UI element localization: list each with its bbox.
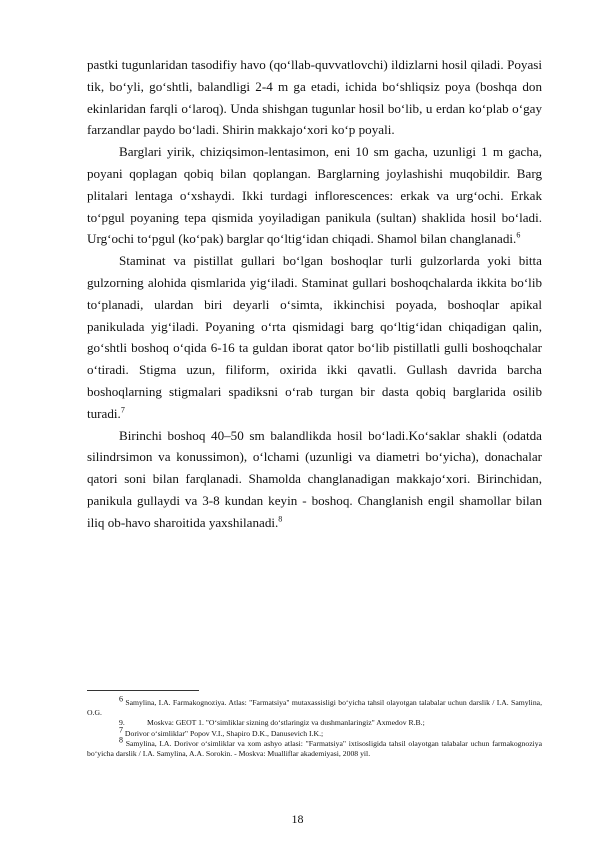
paragraph-1-text: pastki tugunlaridan tasodifiy havo (qo‘llab-quvvatlovchi) ildizlarni hosil qiladi. Poyasi tik, bo‘yli, go‘shtli, balandligi 2-4 m ga etadi, ichida bo‘shliqsiz poya (boshqa don ekinlaridan farqli o‘laroq). Unda shishgan tugunlar hosil bo‘lib, u erdan ko‘plab o‘gay farzandlar paydo bo‘ladi. Shirin makkajo‘xori ko‘p poyali. [87,57,542,138]
footnote-ref-6[interactable]: 6 [516,231,521,241]
footnote-6 [87,694,543,718]
footnote-text: Samylina, I.A. Farmakognoziya. Atlas: "Farmatsiya" mutaxassisligi bo‘yicha tahsil olayotgan talabalar uchun darslik / I.A. Samylina, O.G. [87,698,543,718]
footnote-label: 7 [119,725,123,735]
page-number: 18 [291,812,304,826]
main-text [87,54,542,534]
paragraph-4-text: Birinchi boshoq 40–50 sm balandlikda hosil bo‘ladi.Ko‘saklar shakli (odatda silindrsimon va konussimon), o‘lchami (uzunligi va diametri bo‘yicha), donachalar qatori soni bilan farqlanadi. Shamolda changlanadigan makkajo‘xori. Birinchidan, panikula gullaydi va 3-8 kundan keyin - boshoq. Changlanish engil shamollar bilan iliq ob-havo sharoitida yaxshilanadi. [87,427,542,530]
footnote-ref-7[interactable]: 7 [120,405,125,415]
footnotes [87,694,543,759]
footnote-text: Samylina, I.A. Dorivor o‘simliklar va xom ashyo atlasi: "Farmatsiya" ixtisosligida tahsil olayotgan talabalar uchun farmakognoziya bo‘yicha darslik / I.A. Samylina, A.A. Sorokin. - Moskva: Mualliflar akademiyasi, 2008 yil. [87,738,543,759]
paragraph-2 [87,141,542,250]
footnote-ref-8[interactable]: 8 [278,514,283,524]
paragraph-1 [87,54,542,141]
footnote-separator [87,690,199,691]
footnote-8 [87,735,543,759]
paragraph-3-text: Staminat va pistillat gullari bo‘lgan boshoqlar turli gulzorlarda yoki bitta gulzorning alohida qismlarida yig‘iladi. Staminat gullari boshoqchalarda ikkita bo‘lib to‘planadi, ulardan biri deyarli o‘simta, ikkinchisi poyada, boshoqlar apikal panikulada yig‘iladi. Poyaning o‘rta qismidagi barg qo‘ltig‘idan chiqadigan qalin, go‘shtli boshoq o‘qida 6-16 ta guldan iborat qator bo‘lib pistillatli gulli boshoqchalar o‘tiradi. Stigma uzun, filiform, oxirida ikki qavatli. Gullash davrida barcha boshoqlarning stigmalari spadiksni o‘rab turgan bir dasta qobiq barglarida osilib turadi. [87,253,542,421]
footnote-9 [87,718,542,728]
footnote-label: 9. [119,718,125,728]
footnote-label: 6 [119,694,123,704]
paragraph-4 [87,425,542,534]
footnote-7 [87,725,542,739]
footnote-text: Dorivor o‘simliklar" Popov V.I., Shapiro D.K., Danusevich I.K.; [124,728,324,738]
footnote-label: 8 [119,735,123,745]
paragraph-2-text: Barglari yirik, chiziqsimon-lentasimon, eni 10 sm gacha, uzunligi 1 m gacha, poyani qoplagan qobiq bilan qoplangan. Barglarning joylashishi muqobildir. Barg plitalari lentaga o‘xshaydi. Ikki turdagi inflorescences: erkak va urg‘ochi. Erkak to‘pgul poyaning tepa qismida yoyiladigan panikula (sultan) shaklida hosil bo‘ladi. Urg‘ochi to‘pgul (ko‘pak) barglar qo‘ltig‘idan chiqadi. Shamol bilan changlanadi. [87,144,542,247]
footnote-text: Moskva: GEOT 1. "O‘simliklar sizning do‘stlaringiz va dushmanlaringiz" Axmedov R.B.; [147,718,425,728]
paragraph-3 [87,250,542,424]
